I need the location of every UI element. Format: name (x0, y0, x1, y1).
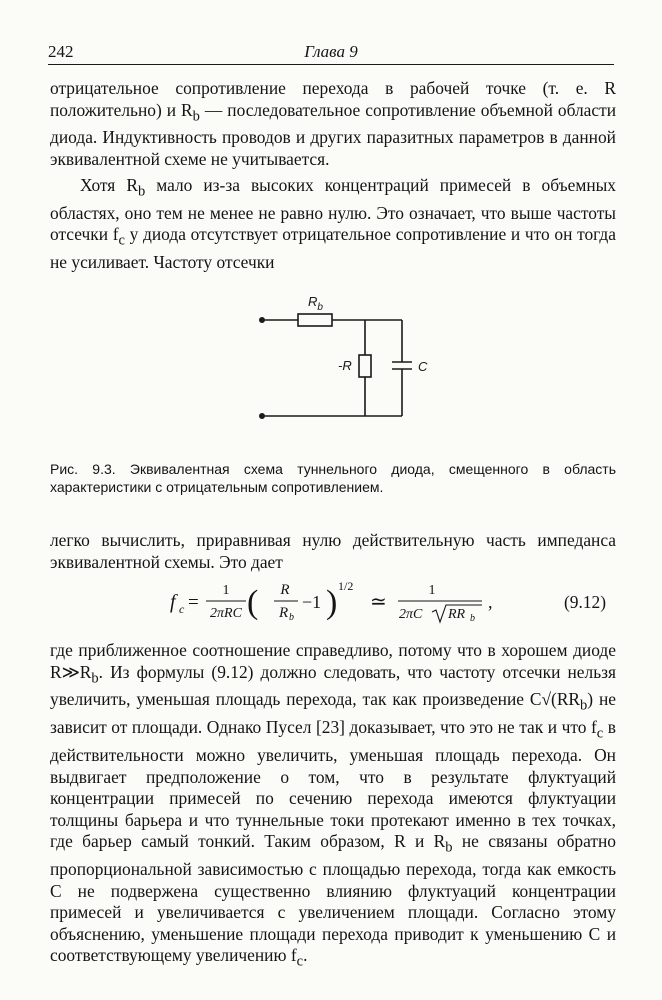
svg-text:,: , (488, 592, 493, 612)
terminal-top (259, 317, 265, 323)
page-number: 242 (48, 42, 74, 61)
svg-text:f: f (170, 591, 176, 613)
svg-text:RR: RR (448, 607, 466, 622)
svg-text:2πC: 2πC (399, 607, 423, 622)
svg-text:c: c (179, 602, 185, 616)
svg-text:b: b (289, 612, 294, 623)
chapter-title: Глава 9 (304, 42, 358, 61)
equation-number: (9.12) (564, 592, 607, 612)
figure-caption: Рис. 9.3. Эквивалентная схема туннельного диода, смещенного в область характеристики с отрицательным сопротивлением. (50, 461, 616, 495)
svg-text:−1: −1 (302, 592, 322, 612)
formula-9-12 (170, 578, 520, 628)
svg-text:1: 1 (222, 583, 230, 598)
svg-text:=: = (188, 592, 199, 613)
svg-text:R: R (279, 605, 289, 621)
svg-text:b: b (470, 613, 475, 624)
paragraph-1: отрицательное сопротивление перехода в рабочей точке (т. е. R положительно) и $R_b$ — последовательное сопротивление объемной области диода. Индуктивность проводов и других паразитных параметров в данной эквивалентной схеме не учитывается. (50, 78, 617, 169)
svg-text:2πRC: 2πRC (210, 606, 242, 621)
svg-text:): ) (326, 584, 338, 621)
svg-text:≃: ≃ (370, 591, 387, 613)
label-neg-r: -R (338, 358, 352, 373)
paragraph-3: легко вычислить, приравнивая нулю действительную часть импеданса эквивалентной схемы. Это дает (50, 530, 616, 572)
equivalent-circuit-diagram (240, 290, 440, 430)
label-rb: $R_b$ (308, 294, 323, 313)
svg-text:1: 1 (428, 583, 436, 598)
svg-text:R: R (280, 582, 290, 598)
label-c: C (418, 359, 428, 374)
page-header (48, 40, 614, 65)
svg-text:(: ( (247, 584, 259, 621)
svg-text:1/2: 1/2 (338, 579, 354, 593)
terminal-bottom (259, 413, 265, 419)
paragraph-2: Хотя $R_b$ мало из-за высоких концентраций примесей в объемных областях, оно тем не менее не равно нулю. Это означает, что выше частоты отсечки $f_c$ у диода отсутствует отрицательное сопротивление и что он тогда не усиливает. Частоту отсечки (50, 175, 617, 273)
paragraph-4: где приближенное соотношение справедливо, потому что в хорошем диоде $R≫R_b$. Из формулы (9.12) должно следовать, что частоту отсечки нельзя увеличить, уменьшая площадь перехода, так как произведение $C√(RR_b)$ не зависит от площади. Однако Пусел [23] доказывает, что это не так и что $f_c$ в действительности можно увеличить, уменьшая площадь перехода. Он выдвигает предположение о том, что в результате флуктуаций концентрации примесей по сечению перехода имеются флуктуации толщины барьера и что туннельные токи протекают именно в тех точках, где барьер самый тонкий. Таким образом, R и $R_b$ не связаны обратно пропорциональной зависимостью с площадью перехода, тогда как емкость C не подвержена существенно влиянию флуктуаций концентрации примесей и увеличивается с увеличением площади. Согласно этому объяснению, уменьшение площади перехода приводит к уменьшению C и соответствующему увеличению $f_c$. (50, 640, 616, 970)
